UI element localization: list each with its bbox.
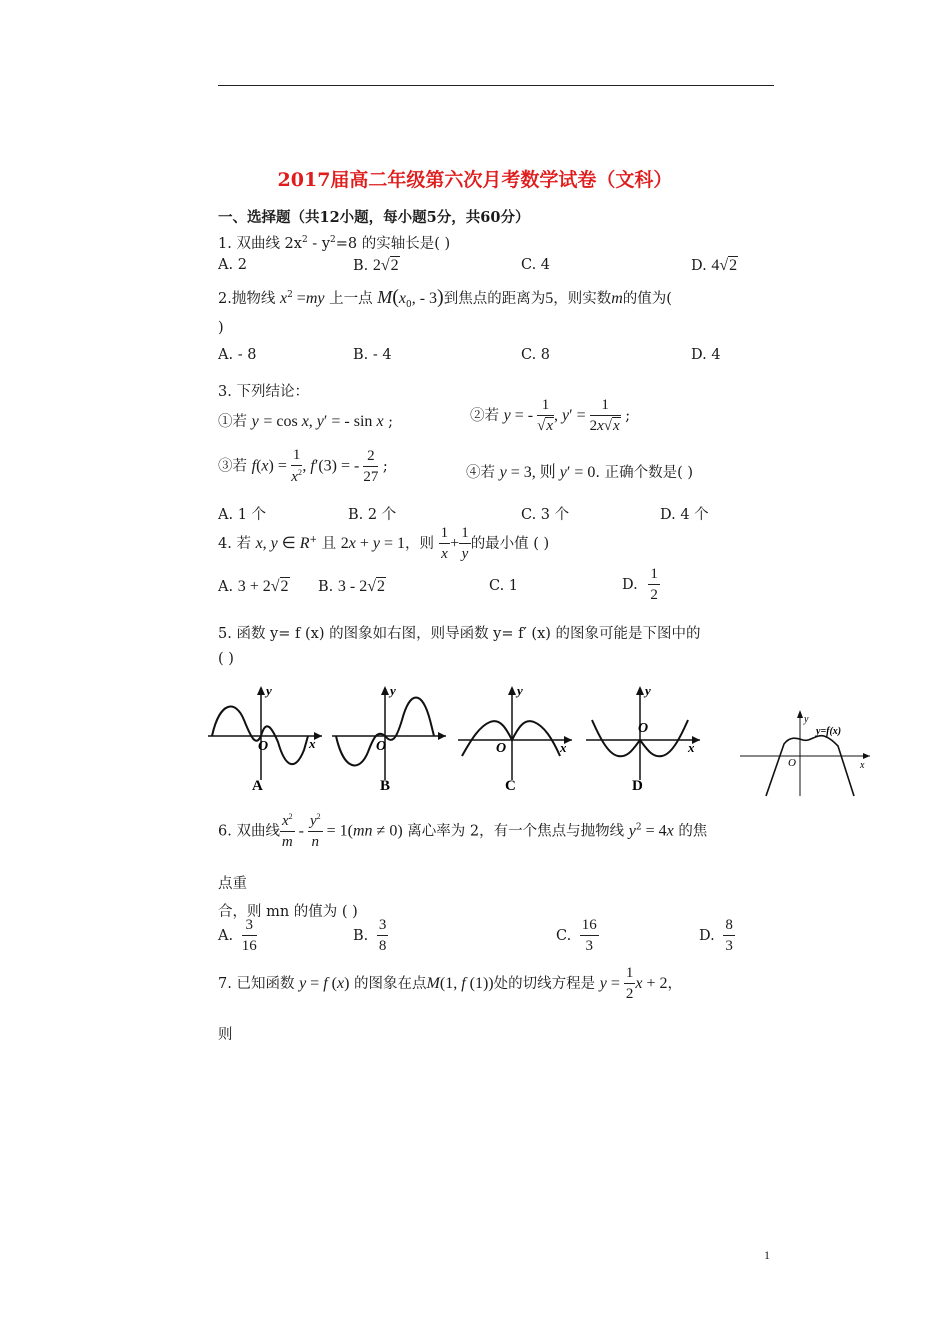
- graph-c-label: C: [505, 778, 516, 794]
- q5-answer-paren: ( ): [218, 651, 234, 667]
- q3-item-4: ④若 y = 3, 则 y′ = 0. 正确个数是( ): [466, 464, 694, 481]
- q4-option-a: A. 3 + 2√2: [218, 578, 289, 595]
- q6-continued: 点重: [218, 876, 247, 892]
- q1-option-b: B. 2√2: [353, 257, 399, 274]
- q1-option-c: C. 4: [521, 257, 551, 273]
- graph-a: [208, 683, 322, 794]
- q3-option-b: B. 2 个: [348, 507, 397, 523]
- svg-text:y: y: [517, 683, 523, 698]
- svg-text:y: y: [390, 683, 396, 698]
- q1-option-d: D. 4√2: [691, 257, 738, 274]
- svg-text:O: O: [638, 721, 649, 736]
- graph-b-label: B: [380, 778, 391, 794]
- graph-a-label: A: [252, 778, 263, 794]
- graph-a-origin: O: [258, 739, 269, 754]
- q5-graphs: [200, 680, 880, 800]
- q2-option-b: B. - 4: [353, 347, 392, 363]
- graph-fx-curve-label: y=f(x): [816, 726, 842, 737]
- q6-stem-end: 合，则 mn 的值为 ( ): [218, 904, 358, 920]
- q7-stem: 7. 已知函数 y = f (x) 的图象在点M(1, f (1))处的切线方程是 y = $\frac{1}{2}$ x + 2，: [218, 965, 683, 1002]
- q3-item-2: ②若 y = - $\frac{1}{√x}$ , y′ = $\frac{1}{2x√x}$ ;: [470, 397, 631, 434]
- q6-option-c: C. $\frac{16}{3}$: [556, 917, 597, 954]
- section-heading: 一、选择题（共12小题，每小题5分，共60分）: [218, 209, 530, 226]
- q4-stem: 4. 若 x, y ∈ R+ 且 2x + y = 1，则 $\frac{1}{x}$ + $\frac{1}{y}$ 的最小值 ( ): [218, 525, 550, 562]
- q7-continued: 则: [218, 1027, 233, 1043]
- svg-text:O: O: [496, 741, 507, 756]
- q6-stem: 6. 双曲线 $\frac{x^2}{m}$ - $\frac{y^2}{n}$ = 1(mn ≠ 0) 离心率为 2，有一个焦点与抛物线 $y^2 = 4x$ 的焦: [218, 812, 708, 850]
- q6-option-b: B. $\frac{3}{8}$: [353, 917, 387, 954]
- svg-text:y: y: [804, 714, 809, 725]
- graph-d-label: D: [632, 778, 643, 794]
- q3-item-1: ①若 y = cos x, y′ = - sin x ;: [218, 413, 394, 430]
- svg-text:O: O: [788, 757, 796, 769]
- page-number: 1: [764, 1248, 770, 1262]
- q2-option-a: A. - 8: [218, 347, 257, 363]
- graph-d: [586, 683, 700, 794]
- graph-b: [332, 683, 446, 794]
- svg-text:x: x: [560, 740, 567, 755]
- graph-a-x-label: x: [309, 736, 316, 751]
- q1-stem: 1. 双曲线 $2x^2 - y^2=8$ 的实轴长是( ): [218, 235, 451, 252]
- q3-item-3: ③若 f(x) = $\frac{1}{x^2}$ , f′(3) = - $\frac{2}{27}$ ;: [218, 447, 388, 485]
- svg-text:x: x: [860, 760, 865, 771]
- q2-option-d: D. 4: [691, 347, 721, 363]
- q3-option-a: A. 1 个: [218, 507, 267, 523]
- svg-text:x: x: [688, 740, 695, 755]
- q3-stem: 3. 下列结论：: [218, 384, 309, 400]
- q2-close-paren: ): [218, 320, 224, 336]
- header-rule: [218, 85, 774, 86]
- q4-option-c: C. 1: [489, 578, 519, 594]
- q2-option-c: C. 8: [521, 347, 551, 363]
- svg-text:O: O: [376, 739, 387, 754]
- q1-option-a: A. 2: [218, 257, 247, 273]
- q4-option-d: D. $\frac{1}{2}$: [622, 566, 658, 603]
- exam-title: 2017届高二年级第六次月考数学试卷（文科）: [277, 169, 673, 191]
- q5-stem: 5. 函数 y= f (x) 的图象如右图，则导函数 y= f′ (x) 的图象可能是下图中的: [218, 626, 701, 642]
- q6-option-a: A. $\frac{3}{16}$: [218, 917, 257, 954]
- q2-stem: 2.抛物线 $x^2 =my$ 上一点 $M(x_0$, - 3)到焦点的距离为5，则实数m的值为(: [218, 286, 672, 310]
- graph-c: [458, 683, 572, 794]
- q6-option-d: D. $\frac{8}{3}$: [699, 917, 733, 954]
- graph-fx: [740, 710, 870, 796]
- q3-option-d: D. 4 个: [660, 507, 709, 523]
- q3-option-c: C. 3 个: [521, 507, 570, 523]
- svg-text:y: y: [645, 683, 651, 698]
- graph-a-y-label: y: [266, 683, 272, 698]
- q4-option-b: B. 3 - 2√2: [318, 578, 385, 595]
